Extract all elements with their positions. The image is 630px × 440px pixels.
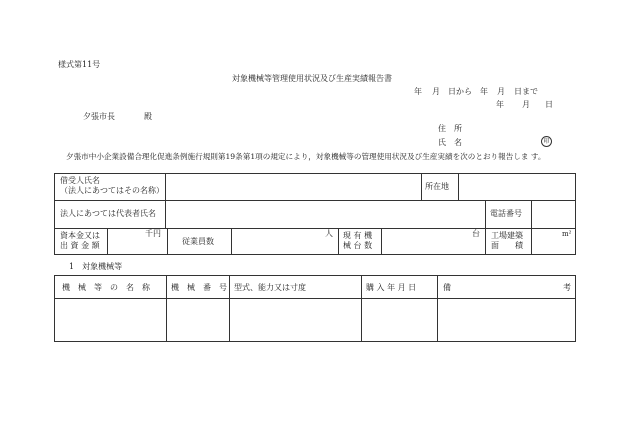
info-r2-col-b xyxy=(485,200,486,228)
period-to-month: 月 xyxy=(497,87,505,96)
period-to-year: 年 xyxy=(480,87,488,96)
capital-label-line2: 出 資 金 額 xyxy=(60,241,100,250)
date-day: 日 xyxy=(545,100,553,109)
phone-label: 電話番号 xyxy=(490,209,522,218)
factory-area-label xyxy=(491,231,523,251)
period-from-month: 月 xyxy=(432,87,440,96)
header-remarks-right: 考 xyxy=(563,283,571,292)
capital-label-line1: 資本金又は xyxy=(60,231,100,240)
seal-mark: 印 xyxy=(541,136,552,147)
machines-label xyxy=(343,231,372,251)
info-r3-col-d xyxy=(338,228,339,255)
phone-field[interactable] xyxy=(532,201,575,227)
location-label: 所在地 xyxy=(425,182,449,191)
addressee-name: 夕張市長 xyxy=(83,112,115,121)
document-title: 対象機械等管理使用状況及び生産実績報告書 xyxy=(232,74,392,83)
model-capacity-cell[interactable] xyxy=(230,299,360,341)
header-model-capacity: 型式、能力又は寸度 xyxy=(234,283,306,292)
applicant-name-label: 氏 名 xyxy=(438,138,462,147)
machine-number-cell[interactable] xyxy=(167,299,228,341)
period-from-year: 年 xyxy=(414,87,422,96)
borrower-name-field[interactable] xyxy=(166,174,420,199)
header-machine-name: 機 械 等 の 名 称 xyxy=(62,283,150,292)
body-text: 夕張市中小企業設備合理化促進条例施行規則第19条第1項の規定により，対象機械等の管理使用状況及び生産実績を次のとおり報告しま す。 xyxy=(66,152,546,161)
addressee-honorific: 殿 xyxy=(144,112,152,121)
machines-label-line2: 械 台 数 xyxy=(343,241,373,250)
form-number: 様式第11号 xyxy=(58,60,101,69)
factory-area-line2: 面 積 xyxy=(491,241,523,250)
machines-label-line1: 現 有 機 xyxy=(343,231,373,240)
info-r1-col-b xyxy=(421,173,422,200)
capital-unit: 千円 xyxy=(145,229,161,238)
header-purchase-date: 購 入 年 月 日 xyxy=(366,283,417,292)
remarks-cell[interactable] xyxy=(438,299,575,341)
date-month: 月 xyxy=(522,100,530,109)
area-unit: m² xyxy=(562,230,572,238)
employees-unit: 人 xyxy=(325,229,333,238)
machines-unit: 台 xyxy=(472,229,480,238)
employees-label: 従業員数 xyxy=(182,237,214,246)
machine-name-cell[interactable] xyxy=(55,299,165,341)
date-year: 年 xyxy=(496,100,504,109)
info-r3-col-f xyxy=(485,228,486,255)
header-machine-number: 機 械 番 号 xyxy=(171,283,227,292)
info-r3-col-b xyxy=(167,228,168,255)
capital-label xyxy=(60,231,100,251)
borrower-label-line2: （法人にあつてはその名称） xyxy=(60,186,164,195)
borrower-label-line1: 借受人氏名 xyxy=(60,176,100,185)
applicant-address-label: 住 所 xyxy=(438,124,462,133)
representative-label: 法人にあつては代表者氏名 xyxy=(60,209,156,218)
employees-field[interactable] xyxy=(232,229,337,254)
period-from-day: 日から xyxy=(448,87,472,96)
factory-area-line1: 工場建築 xyxy=(491,231,523,240)
machines-field[interactable] xyxy=(382,229,484,254)
section-1-title: 1 対象機械等 xyxy=(69,262,123,271)
location-field[interactable] xyxy=(459,174,575,199)
period-to-day: 日まで xyxy=(514,87,538,96)
representative-field[interactable] xyxy=(166,201,484,227)
purchase-date-cell[interactable] xyxy=(362,299,436,341)
borrower-name-label xyxy=(60,176,164,196)
header-remarks-left: 備 xyxy=(443,283,451,292)
